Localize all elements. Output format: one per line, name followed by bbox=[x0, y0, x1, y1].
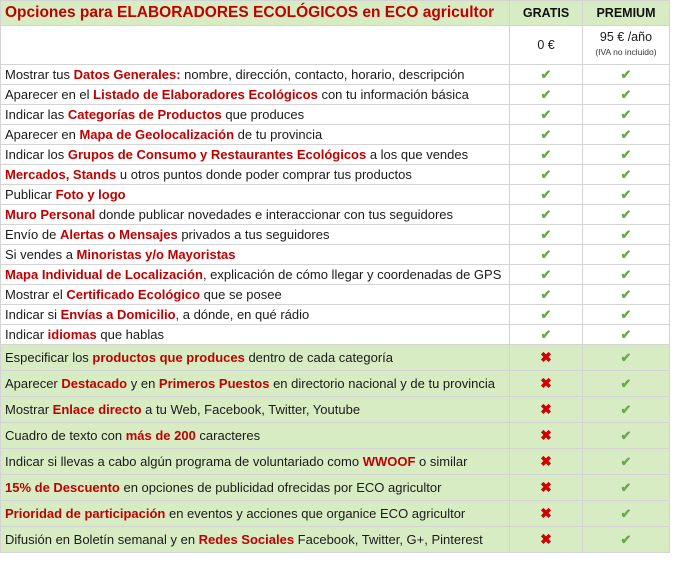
feature-gratis-cell bbox=[510, 225, 583, 245]
feature-label bbox=[1, 475, 510, 501]
feature-gratis-cell bbox=[510, 145, 583, 165]
check-icon: ✔ bbox=[620, 126, 632, 142]
feature-premium-cell bbox=[582, 65, 669, 85]
check-icon: ✔ bbox=[540, 246, 552, 262]
feature-premium-cell bbox=[582, 85, 669, 105]
check-icon: ✔ bbox=[540, 146, 552, 162]
feature-label bbox=[1, 65, 510, 85]
feature-text: en eventos y acciones que organice ECO agricultor bbox=[165, 506, 466, 521]
check-icon: ✔ bbox=[540, 206, 552, 222]
feature-row bbox=[1, 527, 670, 553]
feature-gratis-cell bbox=[510, 305, 583, 325]
feature-premium-cell bbox=[582, 345, 669, 371]
feature-highlight: Foto y logo bbox=[55, 187, 126, 202]
check-icon: ✔ bbox=[540, 266, 552, 282]
feature-text: caracteres bbox=[195, 428, 261, 443]
feature-row bbox=[1, 65, 670, 85]
feature-gratis-cell bbox=[510, 449, 583, 475]
feature-gratis-cell bbox=[510, 265, 583, 285]
check-icon: ✔ bbox=[620, 146, 632, 162]
feature-row bbox=[1, 245, 670, 265]
feature-label bbox=[1, 527, 510, 553]
cross-icon: ✖ bbox=[540, 505, 552, 521]
feature-premium-cell bbox=[582, 285, 669, 305]
cross-icon: ✖ bbox=[540, 349, 552, 365]
feature-highlight: Mapa de Geolocalización bbox=[79, 127, 235, 142]
check-icon: ✔ bbox=[620, 531, 632, 547]
feature-row bbox=[1, 305, 670, 325]
check-icon: ✔ bbox=[540, 86, 552, 102]
feature-text: privados a tus seguidores bbox=[177, 227, 330, 242]
feature-premium-cell bbox=[582, 185, 669, 205]
price-row bbox=[1, 26, 670, 65]
plan-name-premium: PREMIUM bbox=[582, 1, 669, 26]
feature-row bbox=[1, 125, 670, 145]
feature-text: Difusión en Boletín semanal y en bbox=[5, 532, 199, 547]
check-icon: ✔ bbox=[540, 226, 552, 242]
feature-label bbox=[1, 205, 510, 225]
feature-row bbox=[1, 145, 670, 165]
feature-row bbox=[1, 225, 670, 245]
price-premium-cell bbox=[582, 26, 669, 65]
feature-row bbox=[1, 501, 670, 527]
feature-label bbox=[1, 265, 510, 285]
feature-text: , a dónde, en qué rádio bbox=[175, 307, 310, 322]
feature-text: Indicar si bbox=[5, 307, 61, 322]
feature-label bbox=[1, 245, 510, 265]
check-icon: ✔ bbox=[620, 86, 632, 102]
feature-label bbox=[1, 285, 510, 305]
feature-highlight: Enlace directo bbox=[52, 402, 142, 417]
feature-premium-cell bbox=[582, 475, 669, 501]
feature-row bbox=[1, 285, 670, 305]
feature-premium-cell bbox=[582, 165, 669, 185]
feature-text: con tu información básica bbox=[317, 87, 469, 102]
feature-highlight: Muro Personal bbox=[5, 207, 96, 222]
check-icon: ✔ bbox=[620, 479, 632, 495]
feature-label bbox=[1, 371, 510, 397]
feature-gratis-cell bbox=[510, 371, 583, 397]
check-icon: ✔ bbox=[620, 286, 632, 302]
feature-highlight: WWOOF bbox=[362, 454, 416, 469]
feature-premium-cell bbox=[582, 397, 669, 423]
feature-row bbox=[1, 423, 670, 449]
feature-text: Mostrar tus bbox=[5, 67, 74, 82]
feature-gratis-cell bbox=[510, 501, 583, 527]
feature-premium-cell bbox=[582, 245, 669, 265]
feature-row bbox=[1, 325, 670, 345]
feature-gratis-cell bbox=[510, 105, 583, 125]
feature-text: Especificar los bbox=[5, 350, 93, 365]
feature-row bbox=[1, 105, 670, 125]
price-gratis: 0 € bbox=[510, 26, 583, 65]
price-premium-note: (IVA no incluido) bbox=[595, 47, 657, 57]
table-title: Opciones para ELABORADORES ECOLÓGICOS en ECO agricultor bbox=[1, 1, 510, 26]
feature-text: a los que vendes bbox=[366, 147, 469, 162]
feature-gratis-cell bbox=[510, 423, 583, 449]
plan-name-gratis: GRATIS bbox=[510, 1, 583, 26]
cross-icon: ✖ bbox=[540, 375, 552, 391]
check-icon: ✔ bbox=[620, 206, 632, 222]
feature-row bbox=[1, 265, 670, 285]
feature-highlight: idiomas bbox=[47, 327, 97, 342]
cross-icon: ✖ bbox=[540, 401, 552, 417]
feature-row bbox=[1, 397, 670, 423]
feature-text: donde publicar novedades e interaccionar con tus seguidores bbox=[95, 207, 454, 222]
feature-gratis-cell bbox=[510, 475, 583, 501]
feature-text: a tu Web, Facebook, Twitter, Youtube bbox=[141, 402, 361, 417]
feature-text: en opciones de publicidad ofrecidas por ECO agricultor bbox=[119, 480, 442, 495]
feature-highlight: Datos Generales: bbox=[73, 67, 181, 82]
feature-highlight: productos que produces bbox=[92, 350, 245, 365]
header-row bbox=[1, 1, 670, 26]
feature-premium-cell bbox=[582, 205, 669, 225]
feature-gratis-cell bbox=[510, 205, 583, 225]
feature-text: Cuadro de texto con bbox=[5, 428, 126, 443]
feature-text: dentro de cada categoría bbox=[244, 350, 393, 365]
feature-gratis-cell bbox=[510, 527, 583, 553]
feature-text: , explicación de cómo llegar y coordenadas de GPS bbox=[202, 267, 502, 282]
feature-gratis-cell bbox=[510, 85, 583, 105]
feature-text: nombre, dirección, contacto, horario, descripción bbox=[180, 67, 465, 82]
feature-label bbox=[1, 125, 510, 145]
check-icon: ✔ bbox=[620, 375, 632, 391]
check-icon: ✔ bbox=[620, 186, 632, 202]
feature-label bbox=[1, 145, 510, 165]
feature-text: Facebook, Twitter, G+, Pinterest bbox=[294, 532, 483, 547]
feature-label bbox=[1, 85, 510, 105]
feature-label bbox=[1, 185, 510, 205]
feature-text: Aparecer en bbox=[5, 127, 80, 142]
feature-premium-cell bbox=[582, 449, 669, 475]
feature-text: Indicar las bbox=[5, 107, 68, 122]
feature-highlight: Grupos de Consumo y Restaurantes Ecológicos bbox=[67, 147, 367, 162]
feature-text: u otros puntos donde poder comprar tus productos bbox=[116, 167, 412, 182]
feature-row bbox=[1, 449, 670, 475]
feature-premium-cell bbox=[582, 423, 669, 449]
check-icon: ✔ bbox=[540, 106, 552, 122]
feature-highlight: más de 200 bbox=[125, 428, 196, 443]
check-icon: ✔ bbox=[620, 106, 632, 122]
feature-label bbox=[1, 501, 510, 527]
feature-row bbox=[1, 185, 670, 205]
feature-highlight: Redes Sociales bbox=[198, 532, 295, 547]
feature-text: y en bbox=[127, 376, 159, 391]
check-icon: ✔ bbox=[620, 226, 632, 242]
feature-highlight: Listado de Elaboradores Ecológicos bbox=[93, 87, 318, 102]
check-icon: ✔ bbox=[540, 306, 552, 322]
feature-text: Envío de bbox=[5, 227, 60, 242]
feature-label bbox=[1, 325, 510, 345]
cross-icon: ✖ bbox=[540, 479, 552, 495]
price-row-empty-cell bbox=[1, 26, 510, 65]
feature-row bbox=[1, 205, 670, 225]
feature-label bbox=[1, 397, 510, 423]
check-icon: ✔ bbox=[540, 66, 552, 82]
feature-text: Indicar los bbox=[5, 147, 68, 162]
feature-label bbox=[1, 105, 510, 125]
check-icon: ✔ bbox=[540, 186, 552, 202]
feature-premium-cell bbox=[582, 265, 669, 285]
feature-premium-cell bbox=[582, 125, 669, 145]
check-icon: ✔ bbox=[620, 66, 632, 82]
feature-text: Si vendes a bbox=[5, 247, 77, 262]
feature-premium-cell bbox=[582, 527, 669, 553]
feature-label bbox=[1, 165, 510, 185]
feature-text: Indicar si llevas a cabo algún programa de voluntariado como bbox=[5, 454, 363, 469]
feature-gratis-cell bbox=[510, 65, 583, 85]
feature-highlight: Minoristas y/o Mayoristas bbox=[76, 247, 236, 262]
feature-text: Aparecer en el bbox=[5, 87, 94, 102]
feature-row bbox=[1, 345, 670, 371]
feature-row bbox=[1, 85, 670, 105]
feature-gratis-cell bbox=[510, 285, 583, 305]
feature-gratis-cell bbox=[510, 345, 583, 371]
feature-premium-cell bbox=[582, 501, 669, 527]
feature-gratis-cell bbox=[510, 165, 583, 185]
check-icon: ✔ bbox=[620, 246, 632, 262]
feature-text: Aparecer bbox=[5, 376, 62, 391]
check-icon: ✔ bbox=[540, 166, 552, 182]
feature-highlight: 15% de Descuento bbox=[5, 480, 120, 495]
feature-row bbox=[1, 475, 670, 501]
feature-text: de tu provincia bbox=[234, 127, 323, 142]
check-icon: ✔ bbox=[620, 266, 632, 282]
feature-text: que se posee bbox=[200, 287, 282, 302]
feature-gratis-cell bbox=[510, 325, 583, 345]
feature-premium-cell bbox=[582, 225, 669, 245]
feature-label bbox=[1, 225, 510, 245]
feature-text: Publicar bbox=[5, 187, 56, 202]
feature-highlight: Destacado bbox=[61, 376, 128, 391]
check-icon: ✔ bbox=[620, 306, 632, 322]
feature-text: Mostrar bbox=[5, 402, 53, 417]
check-icon: ✔ bbox=[620, 401, 632, 417]
feature-text: que produces bbox=[221, 107, 305, 122]
feature-highlight: Alertas o Mensajes bbox=[59, 227, 178, 242]
check-icon: ✔ bbox=[620, 453, 632, 469]
feature-highlight: Certificado Ecológico bbox=[66, 287, 201, 302]
feature-label bbox=[1, 345, 510, 371]
feature-row bbox=[1, 165, 670, 185]
check-icon: ✔ bbox=[540, 126, 552, 142]
check-icon: ✔ bbox=[620, 427, 632, 443]
feature-premium-cell bbox=[582, 371, 669, 397]
feature-label bbox=[1, 305, 510, 325]
feature-label bbox=[1, 449, 510, 475]
feature-gratis-cell bbox=[510, 245, 583, 265]
check-icon: ✔ bbox=[620, 505, 632, 521]
feature-text: en directorio nacional y de tu provincia bbox=[269, 376, 495, 391]
feature-premium-cell bbox=[582, 325, 669, 345]
feature-highlight: Categorías de Productos bbox=[67, 107, 222, 122]
feature-highlight: Mercados, Stands bbox=[5, 167, 117, 182]
check-icon: ✔ bbox=[620, 166, 632, 182]
feature-premium-cell bbox=[582, 145, 669, 165]
feature-text: que hablas bbox=[96, 327, 164, 342]
cross-icon: ✖ bbox=[540, 531, 552, 547]
feature-highlight: Mapa Individual de Localización bbox=[5, 267, 203, 282]
check-icon: ✔ bbox=[540, 286, 552, 302]
feature-premium-cell bbox=[582, 105, 669, 125]
feature-gratis-cell bbox=[510, 185, 583, 205]
feature-highlight: Envías a Domicilio bbox=[60, 307, 176, 322]
feature-text: o similar bbox=[415, 454, 468, 469]
price-premium: 95 € /año bbox=[599, 30, 653, 44]
feature-highlight: Prioridad de participación bbox=[5, 506, 166, 521]
cross-icon: ✖ bbox=[540, 453, 552, 469]
feature-highlight: Primeros Puestos bbox=[158, 376, 270, 391]
check-icon: ✔ bbox=[620, 326, 632, 342]
cross-icon: ✖ bbox=[540, 427, 552, 443]
feature-label bbox=[1, 423, 510, 449]
check-icon: ✔ bbox=[540, 326, 552, 342]
feature-gratis-cell bbox=[510, 125, 583, 145]
feature-row bbox=[1, 371, 670, 397]
check-icon: ✔ bbox=[620, 349, 632, 365]
feature-text: Indicar bbox=[5, 327, 48, 342]
feature-premium-cell bbox=[582, 305, 669, 325]
feature-text: Mostrar el bbox=[5, 287, 67, 302]
feature-gratis-cell bbox=[510, 397, 583, 423]
